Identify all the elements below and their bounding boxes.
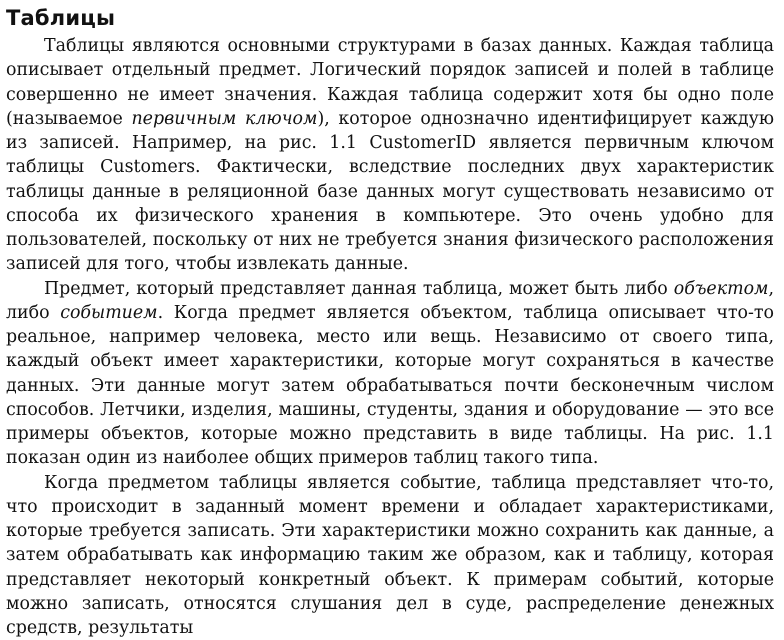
paragraph-1 bbox=[6, 34, 774, 277]
paragraph-1-text-1: Таблицы являются основными структурами в базах данных. Каждая таблица описывает отдельный предмет. Логический порядок записей и полей в таблице совершенно не имеет значения. Каждая таблица содержит хотя бы одно поле (называемое bbox=[6, 36, 774, 129]
paragraph-1-text-2: ), которое однозначно идентифицирует каждую из записей. Например, на рис. 1.1 CustomerID является первичным ключом таблицы Customers. Фактически, вследствие последних двух характеристик таблицы данные в реляционной базе данных могут существовать независимо от способа их физического хранения в компьютере. Это очень удобно для пользователей, поскольку от них не требуется знания физического расположения записей для того, чтобы извлекать данные. bbox=[6, 109, 774, 275]
paragraph-2-text-2: , либо bbox=[6, 279, 774, 323]
paragraph-3-text-1: Когда предметом таблицы является событие, таблица представляет что-то, что происходит в заданный момент времени и обладает характеристиками, которые требуется записать. Эти характеристики можно сохранить как данные, а затем обрабатывать как информацию таким же образом, как и таблицу, которая представляет некоторый конкретный объект. К примерам событий, которые можно записать, относятся слушания дел в суде, распределение денежных средств, результаты bbox=[6, 473, 774, 639]
term-event: событием bbox=[60, 303, 157, 323]
paragraph-2-text-1: Предмет, который представляет данная таблица, может быть либо bbox=[44, 279, 674, 299]
paragraph-2 bbox=[6, 277, 774, 471]
term-primary-key: первичным ключом bbox=[131, 109, 317, 129]
paragraph-3 bbox=[6, 471, 774, 640]
section-heading: Таблицы bbox=[6, 4, 774, 32]
term-object: объектом bbox=[674, 279, 769, 299]
paragraph-2-text-3: . Когда предмет является объектом, таблица описывает что-то реальное, например человека, место или вещь. Независимо от своего типа, каждый объект имеет характеристики, которые могут сохраняться в качестве данных. Эти данные могут затем обрабатываться почти бесконечным числом способов. Летчики, изделия, машины, студенты, здания и оборудование — это все примеры объектов, которые можно представить в виде таблицы. На рис. 1.1 показан один из наиболее общих примеров таблиц такого типа. bbox=[6, 303, 774, 469]
